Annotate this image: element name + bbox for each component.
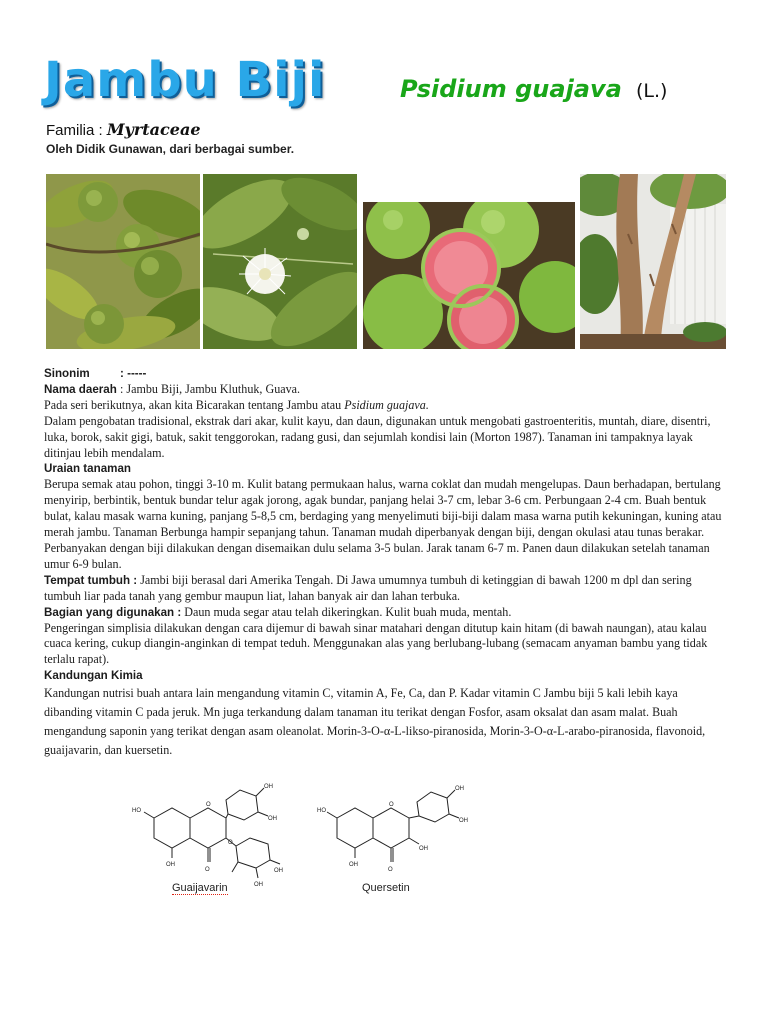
quersetin-carbonyl-o: O <box>388 867 393 873</box>
kandungan-paragraph: Kandungan nutrisi buah antara lain mengandung vitamin C, vitamin A, Fe, Ca, dan P. Kadar vitamin C Jambu biji 5 kali lebih kaya dibanding vitamin C pada jeruk. Mn juga terkandung dalam tanaman itu terikat dengan Fosfor, asam oksalat dan asam malat. Buah mengandung saponin yang terikat dengan asam oleanolat. Morin-3-O-α-L-likso-piranosida, Morin-3-O-α-L-arabo-piranosida, flavonoid, guaijavarin, dan kuersetin. <box>44 686 706 758</box>
photo-guava-fruits-on-tree <box>46 174 200 349</box>
familia-value: Myrtaceae <box>106 120 201 139</box>
guaijavarin-ring-o: O <box>206 802 211 808</box>
scientific-name: Psidium guajava <box>400 75 622 103</box>
bagian-paragraph <box>44 605 724 621</box>
byline: Oleh Didik Gunawan, dari berbagai sumber. <box>46 142 295 156</box>
guaijavarin-sugar-oh-1: OH <box>274 868 283 874</box>
guaijavarin-ho-7: HO <box>132 808 141 814</box>
tempat-label: Tempat tumbuh : <box>44 573 138 587</box>
quersetin-label: Quersetin <box>362 882 410 894</box>
nama-daerah-value: : Jambu Biji, Jambu Kluthuk, Guava. <box>120 381 301 396</box>
guaijavarin-oh-3p: OH <box>264 784 273 790</box>
uraian-heading: Uraian tanaman <box>44 462 131 476</box>
photo-guava-flower <box>203 174 357 349</box>
familia-line <box>46 120 201 139</box>
article-body <box>44 366 724 760</box>
photo-guava-fruits-cut <box>363 202 575 349</box>
photo-guava-tree-trunk <box>580 174 726 349</box>
pengeringan-paragraph: Pengeringan simplisia dilakukan dengan cara dijemur di bawah sinar matahari dengan ditutup kain hitam (di bawah naungan), atau kalau cuaca kering, cukup diangin-anginkan di tempat teduh. Menggunakan alas yang berlubang-lubang (semacam anyaman bambu yang tidak terlalu rapat). <box>44 620 708 667</box>
quersetin-ring-o: O <box>389 802 394 808</box>
quersetin-ho-7: HO <box>317 808 326 814</box>
bagian-text: Daun muda segar atau telah dikeringkan. Kulit buah muda, mentah. <box>181 604 512 619</box>
tempat-paragraph <box>44 573 724 605</box>
guaijavarin-oh-4p: OH <box>268 816 277 822</box>
nama-daerah-label: Nama daerah <box>44 382 117 396</box>
intro-paragraph-2: Dalam pengobatan tradisional, ekstrak dari akar, kulit kayu, dan daun, digunakan untuk mengobati gastroenteritis, muntah, diare, disentri, luka, borok, sakit gigi, batuk, sakit tenggorokan, radang gusi, dan sejumlah kondisi lain (Morton 1987). Tanaman ini tampaknya layak ditinjau lebih mendalam. <box>44 413 711 460</box>
familia-label: Familia : <box>46 122 107 139</box>
title-row <box>44 52 744 112</box>
guaijavarin-glycoside-o: O <box>228 840 233 846</box>
sinonim-label: Sinonim <box>44 367 90 380</box>
intro-scientific-name: Psidium guajava. <box>344 397 429 412</box>
kandungan-heading: Kandungan Kimia <box>44 669 143 683</box>
nama-daerah-line <box>44 382 724 398</box>
species-author: (L.) <box>636 80 668 102</box>
guaijavarin-oh-5: OH <box>166 862 175 868</box>
tempat-text: Jambi biji berasal dari Amerika Tengah. Di Jawa umumnya tumbuh di ketinggian di bawah 1200 m dpl dan sering tumbuh liar pada tanah yang gembur maupun liat, lahan banyak air dan lahan terbuka. <box>44 572 692 603</box>
intro-text: Pada seri berikutnya, akan kita Bicarakan tentang Jambu atau <box>44 397 345 412</box>
quersetin-oh-5: OH <box>349 862 358 868</box>
sinonim-value: : ----- <box>120 367 147 380</box>
page-title: Jambu Biji <box>44 52 326 108</box>
quersetin-oh-3: OH <box>419 846 428 852</box>
uraian-paragraph: Berupa semak atau pohon, tinggi 3-10 m. Kulit batang permukaan halus, warna coklat dan mudah mengelupas. Daun berhadapan, bertulang menyirip, berbintik, bentuk bundar telur agak jorong, agak bundar, panjang helai 3-7 cm, lebar 3-6 cm. Perbungaan 2-4 cm. Buah bentuk bulat, kalau masak warna kuning, panjang 5-8,5 cm, berdaging yang menyelimuti biji-biji dalam masa warna putih kekuningan, kuning atau merah jambu. Tanaman Berbunga hampir sepanjang tahun. Tanaman mudah diperbanyak dengan biji, dengan okulasi atau tunas berakar. Perbanyakan dengan biji dilakukan dengan disemaikan dulu selama 3-5 bulan. Jarak tanam 6-7 m. Panen daun dilakukan setelah tanaman umur 6-9 bulan. <box>44 477 722 571</box>
guaijavarin-sugar-oh-2: OH <box>254 882 263 888</box>
sinonim-line <box>44 366 724 382</box>
intro-paragraph-1 <box>44 398 724 414</box>
quersetin-oh-3p: OH <box>455 786 464 792</box>
quersetin-oh-4p: OH <box>459 818 468 824</box>
guaijavarin-carbonyl-o: O <box>205 867 210 873</box>
bagian-label: Bagian yang digunakan : <box>44 605 182 619</box>
guaijavarin-label: Guaijavarin <box>172 882 228 894</box>
